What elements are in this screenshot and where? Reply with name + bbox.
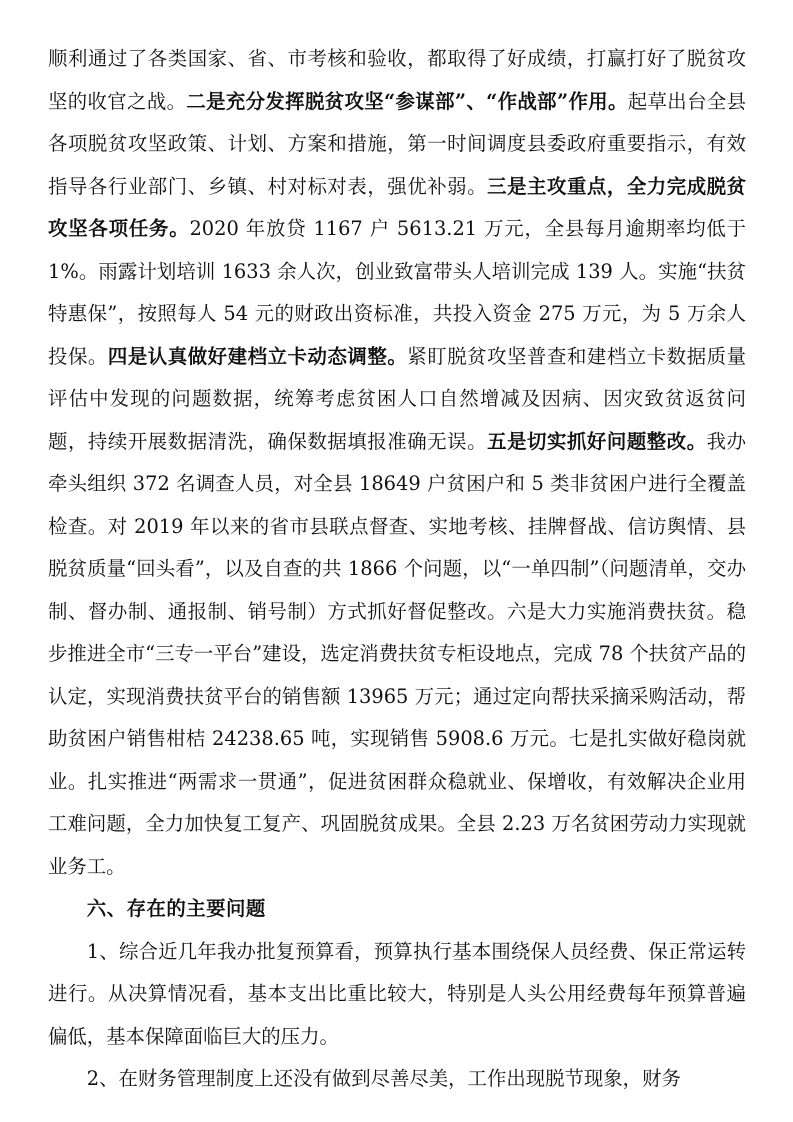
paragraph-achievements [48, 38, 746, 888]
paragraph-issue-2: 2、在财务管理制度上还没有做到尽善尽美，工作出现脱节现象，财务 [86, 1067, 681, 1090]
text-run: 2020 年放贷 1167 户 5613.21 万元，全县每月逾期率均低于 1%。雨露计划培训 1633 余人次，创业致富带头人培训完成 139 人。实施“扶贫特惠保”，按照每人 54 元的财政出资标准，共投入资金 275 万元，为 5 万余人投保。 [48, 217, 746, 368]
document-page [48, 38, 746, 1101]
bold-point-four: 四是认真做好建档立卡动态调整。 [107, 344, 408, 368]
text-run: 起草出台全县各项脱贫攻坚政策、计划、方案和措施，第一时间调度县委政府重要指示，有效指导各行业部门、乡镇、村对标对表，强优补弱。 [48, 89, 746, 198]
bold-point-five: 五是切实抓好问题整改。 [487, 429, 707, 453]
text-run: 我办牵头组织 372 名调查人员，对全县 18649 户贫困户和 5 类非贫困户进行全覆盖检查。对 2019 年以来的省市县联点督查、实地考核、挂牌督战、信访舆情、县脱贫质量“回头看”，以及自查的共 1866 个问题，以“一单四制”（问题清单，交办制、督办制、通报制、销号制）方式抓好督促整改。六是大力实施消费扶贫。稳步推进全市“三专一平台”建设，选定消费扶贫专柜设地点，完成 78 个扶贫产品的认定，实现消费扶贫平台的销售额 13965 万元；通过定向帮扶采摘采购活动，帮助贫困户销售柑桔 24238.65 吨，实现销售 5908.6 万元。七是扎实做好稳岗就业。扎实推进“两需求一贯通”，促进贫困群众稳就业、保增收，有效解决企业用工难问题，全力加快复工复产、巩固脱贫成果。全县 2.23 万名贫困劳动力实现就业务工。 [48, 429, 747, 878]
section-heading: 六、存在的主要问题 [86, 897, 266, 920]
bold-point-three: 三是主攻重点，全力完成脱贫攻坚各项任务。 [48, 174, 747, 240]
bold-point-two: 二是充分发挥脱贫攻坚“参谋部”、“作战部”作用。 [186, 89, 628, 113]
text-run: 紧盯脱贫攻坚普查和建档立卡数据质量评估中发现的问题数据，统筹考虑贫困人口自然增减及因病、因灾致贫返贫问题，持续开展数据清洗，确保数据填报准确无误。 [48, 344, 747, 453]
paragraph-issue-1: 1、综合近几年我办批复预算看，预算执行基本围绕保人员经费、保正常运转进行。从决算情况看，基本支出比重比较大，特别是人头公用经费每年预算普遍偏低，基本保障面临巨大的压力。 [48, 939, 746, 1048]
text-run: 顺利通过了各类国家、省、市考核和验收，都取得了好成绩，打赢打好了脱贫攻坚的收官之战。 [48, 47, 746, 113]
